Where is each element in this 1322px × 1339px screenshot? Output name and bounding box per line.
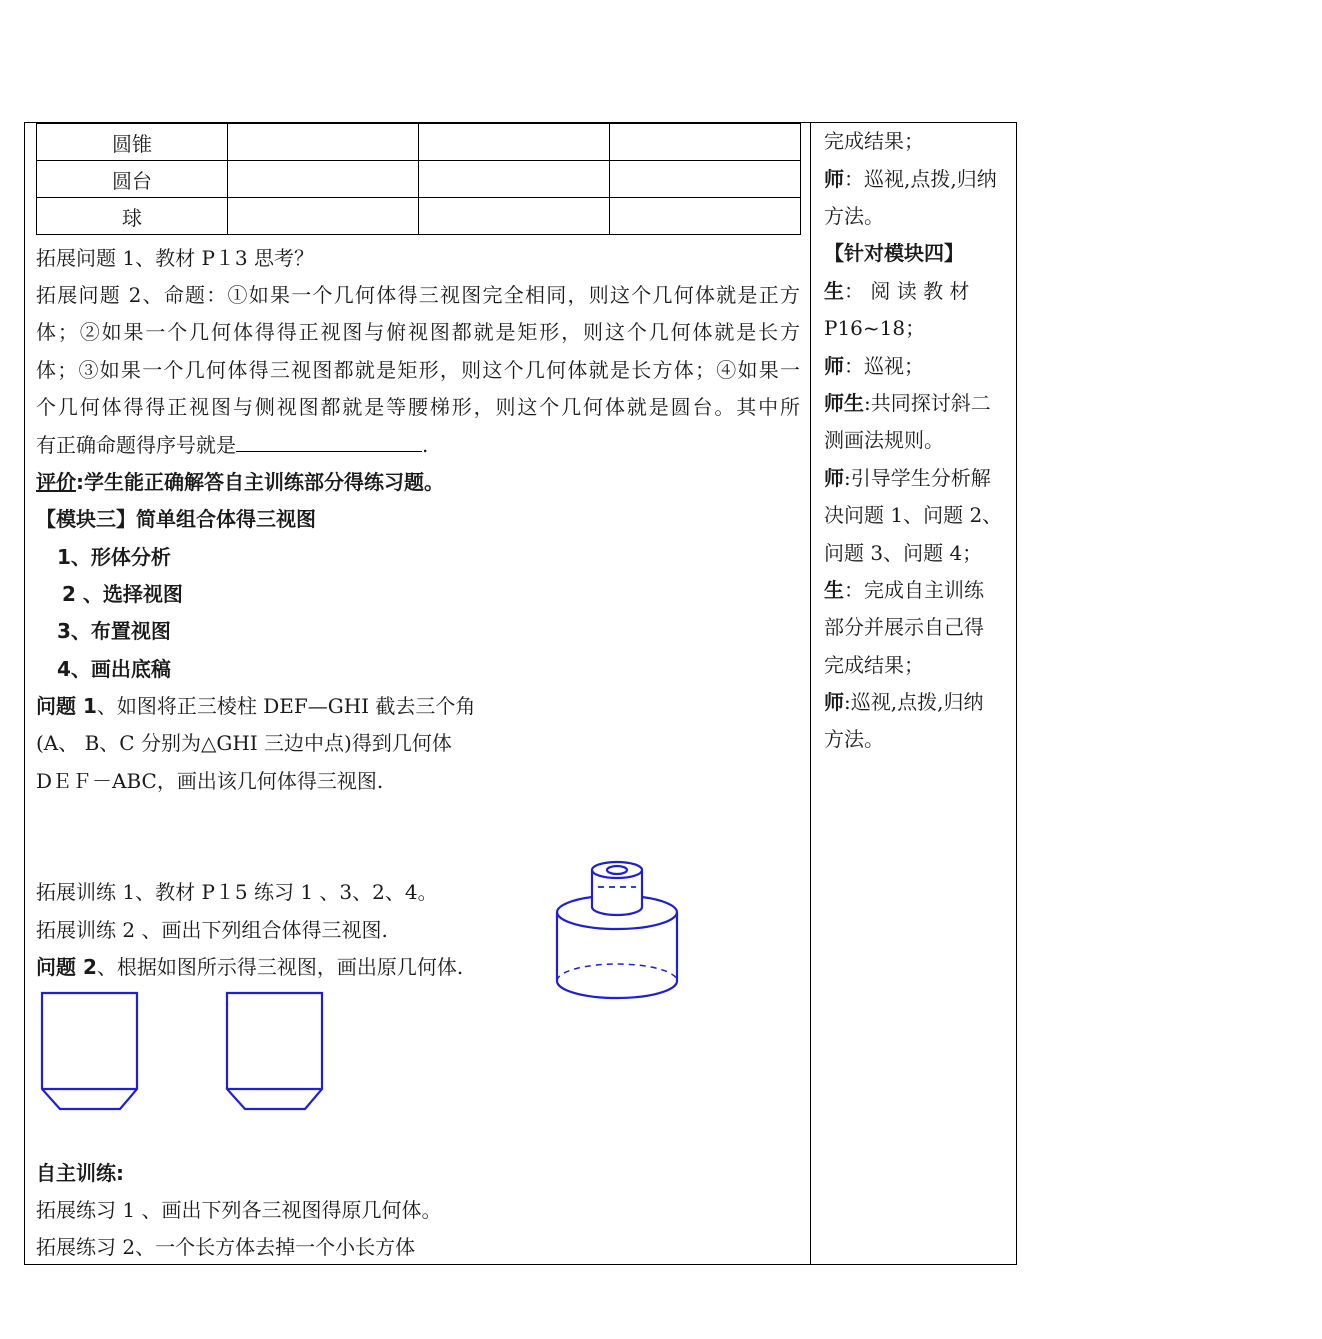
side-line-12: 问题 3、问题 4； <box>824 541 983 565</box>
table-cell-name: 圆锥 <box>37 124 228 161</box>
table-cell <box>228 124 419 161</box>
table-row <box>37 124 801 161</box>
side-line-2 <box>824 167 997 191</box>
module4-heading: 【针对模块四】 <box>824 241 964 265</box>
period: . <box>422 433 429 457</box>
side-view-figure <box>223 990 327 1114</box>
column-divider <box>810 122 811 1265</box>
self-training-heading: 自主训练: <box>36 1161 124 1185</box>
side-text: ：完成自主训练 <box>844 578 984 602</box>
extension-training-1: 拓展训练 1、教材 P１5 练习 1 、3、2、4。 <box>36 880 438 904</box>
side-line-9: 测画法规则。 <box>824 428 944 452</box>
problem-2-label: 问题 2 <box>36 955 97 979</box>
table-cell <box>419 198 610 235</box>
side-line-7 <box>824 354 924 378</box>
side-line-11: 决问题 1、问题 2、 <box>824 503 1003 527</box>
problem-2 <box>36 955 463 979</box>
extension-question-2-line1: 拓展问题 2、命题：①如果一个几何体得三视图完全相同，则这个几何体就是正方 <box>36 283 800 307</box>
problem-1-text: 、如图将正三棱柱 DEF—GHI 截去三个角 <box>96 694 476 718</box>
side-line-6: P16~18； <box>824 316 926 340</box>
solids-table <box>36 123 801 235</box>
side-text: ：巡视,点拨,归纳 <box>844 167 997 191</box>
extension-training-2: 拓展训练 2 、画出下列组合体得三视图. <box>36 918 388 942</box>
table-cell <box>419 161 610 198</box>
problem-1-line2: (A、 B、C 分别为△GHI 三边中点)得到几何体 <box>36 731 452 755</box>
table-row <box>37 198 801 235</box>
table-cell <box>610 161 801 198</box>
teacher-label: 师 <box>824 167 844 191</box>
module3-title: 【模块三】简单组合体得三视图 <box>36 507 316 531</box>
table-cell-name: 圆台 <box>37 161 228 198</box>
teacher-label: 师 <box>824 466 844 490</box>
extension-question-2-line5 <box>36 433 428 457</box>
extension-question-2-line4: 个几何体得得正视图与侧视图都就是等腰梯形，则这个几何体就是圆台。其中所 <box>36 395 800 419</box>
evaluation <box>36 470 444 494</box>
table-row <box>37 161 801 198</box>
step-3: 3、布置视图 <box>57 619 171 643</box>
problem-1-line1 <box>36 694 475 718</box>
front-view-figure <box>38 990 142 1114</box>
extension-question-1: 拓展问题 1、教材 P１3 思考？ <box>36 246 314 270</box>
student-label: 生 <box>824 578 844 602</box>
side-line-1: 完成结果； <box>824 129 924 153</box>
side-line-13 <box>824 578 984 602</box>
side-line-15: 完成结果； <box>824 653 924 677</box>
extension-question-2-line3: 体；③如果一个几何体得三视图都就是矩形，则这个几何体就是长方体；④如果一 <box>36 358 800 382</box>
extension-question-2-line2: 体；②如果一个几何体得得正视图与俯视图都就是矩形，则这个几何体就是长方 <box>36 320 800 344</box>
table-cell <box>228 198 419 235</box>
side-line-3: 方法。 <box>824 204 884 228</box>
step-2: 2 、选择视图 <box>62 582 183 606</box>
teacher-label: 师 <box>824 354 844 378</box>
answer-prompt: 有正确命题得序号就是 <box>36 433 236 457</box>
problem-2-text: 、根据如图所示得三视图，画出原几何体. <box>96 955 464 979</box>
side-text: :引导学生分析解 <box>844 466 991 490</box>
step-4: 4、画出底稿 <box>57 657 171 681</box>
side-text: ：巡视； <box>844 354 924 378</box>
composite-cylinder-figure <box>550 855 686 1005</box>
side-text: ： 阅 读 教 材 <box>844 279 970 303</box>
side-line-8 <box>824 391 991 415</box>
side-line-10 <box>824 466 991 490</box>
table-cell <box>610 198 801 235</box>
side-line-14: 部分并展示自己得 <box>824 615 984 639</box>
extension-exercise-2: 拓展练习 2、一个长方体去掉一个小长方体 <box>36 1235 416 1259</box>
side-text: :共同探讨斜二 <box>864 391 991 415</box>
teacher-label: 师 <box>824 690 844 714</box>
table-cell <box>610 124 801 161</box>
side-line-5 <box>824 279 969 303</box>
problem-1-line3: DＥＦ－ABC，画出该几何体得三视图. <box>36 769 384 793</box>
step-1: 1、形体分析 <box>57 545 171 569</box>
side-text: :巡视,点拨,归纳 <box>844 690 984 714</box>
table-cell <box>228 161 419 198</box>
side-line-17: 方法。 <box>824 727 884 751</box>
answer-blank <box>236 433 422 452</box>
evaluation-text: :学生能正确解答自主训练部分得练习题。 <box>76 470 444 494</box>
teacher-student-label: 师生 <box>824 391 864 415</box>
problem-1-label: 问题 1 <box>36 694 97 718</box>
table-cell-name: 球 <box>37 198 228 235</box>
side-line-16 <box>824 690 983 714</box>
extension-exercise-1: 拓展练习 1 、画出下列各三视图得原几何体。 <box>36 1198 442 1222</box>
student-label: 生 <box>824 279 844 303</box>
table-cell <box>419 124 610 161</box>
evaluation-label: 评价 <box>36 470 76 494</box>
